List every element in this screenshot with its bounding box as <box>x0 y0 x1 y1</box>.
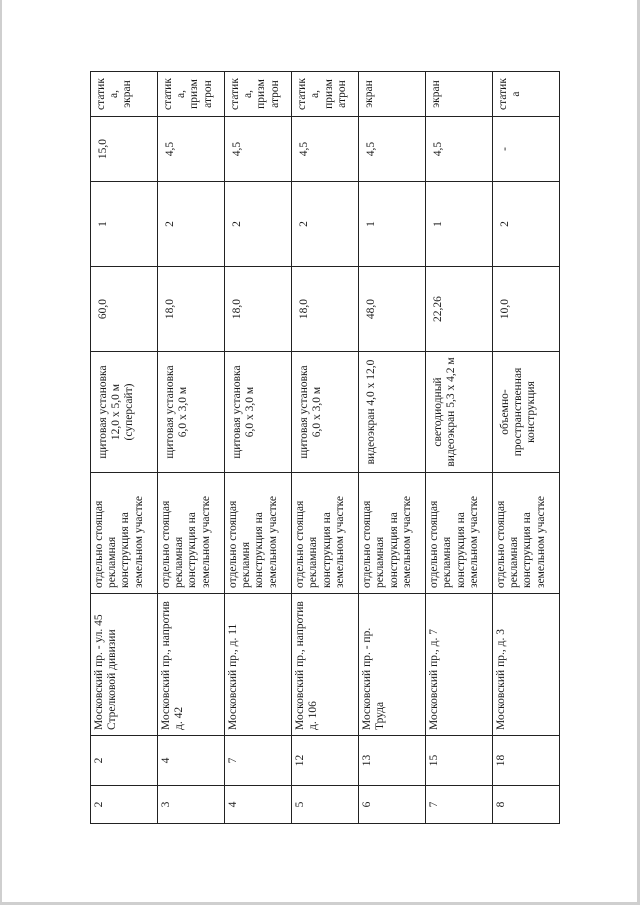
table-cell: 15,0 <box>91 117 158 182</box>
table-row <box>292 72 359 824</box>
table-cell: 48,0 <box>359 267 426 352</box>
table-cell: 4,5 <box>426 117 493 182</box>
table-cell: 18 <box>493 736 560 786</box>
table-cell: 4,5 <box>292 117 359 182</box>
rotated-table-container <box>90 72 560 824</box>
table-cell: 12 <box>292 736 359 786</box>
table-cell: 1 <box>359 182 426 267</box>
table-cell: щитовая установка 6,0 х 3,0 м <box>225 352 292 473</box>
table-cell: - <box>493 117 560 182</box>
table-cell: статика, экран <box>91 72 158 117</box>
table-cell: 18,0 <box>292 267 359 352</box>
table-cell: щитовая установка 12,0 х 5,0 м (суперсайт) <box>91 352 158 473</box>
table-cell: 5 <box>292 786 359 824</box>
table-cell: 18,0 <box>157 267 224 352</box>
scan-left-edge <box>0 0 2 905</box>
table-cell: 15 <box>426 736 493 786</box>
table-cell: экран <box>359 72 426 117</box>
table-cell: 2 <box>91 786 158 824</box>
table-cell: отдельно стоящая рекламная конструкция на земельном участке <box>426 473 493 594</box>
table-cell: 22,26 <box>426 267 493 352</box>
table-cell: Московский пр., д. 11 <box>225 594 292 736</box>
table-cell: 4,5 <box>157 117 224 182</box>
table-cell: статика, призматрон <box>225 72 292 117</box>
table-cell: 4 <box>157 736 224 786</box>
table-cell: отдельно стоящая рекламная конструкция на земельном участке <box>359 473 426 594</box>
table-row <box>157 72 224 824</box>
table-cell: щитовая установка 6,0 х 3,0 м <box>157 352 224 473</box>
table-cell: Московский пр., напротив д. 106 <box>292 594 359 736</box>
table-row <box>225 72 292 824</box>
table-cell: 10,0 <box>493 267 560 352</box>
table-cell: 2 <box>493 182 560 267</box>
table-cell: Московский пр., д. 3 <box>493 594 560 736</box>
table-cell: щитовая установка 6,0 х 3,0 м <box>292 352 359 473</box>
table-cell: отдельно стоящая рекламная конструкция на земельном участке <box>91 473 158 594</box>
table-cell: 2 <box>292 182 359 267</box>
table-cell: 7 <box>225 736 292 786</box>
table-cell: 2 <box>225 182 292 267</box>
table-cell: 1 <box>91 182 158 267</box>
table-row <box>359 72 426 824</box>
table-cell: статика, призматрон <box>157 72 224 117</box>
table-cell: отдельно стоящая рекламная конструкция на земельном участке <box>493 473 560 594</box>
table-cell: светодиодный видеоэкран 5,3 х 4,2 м <box>426 352 493 473</box>
table-cell: 4,5 <box>359 117 426 182</box>
table-row <box>493 72 560 824</box>
table-cell: Московский пр., д. 7 <box>426 594 493 736</box>
table-cell: 4 <box>225 786 292 824</box>
table-cell: 7 <box>426 786 493 824</box>
table-cell: 18,0 <box>225 267 292 352</box>
table-cell: отдельно стоящая рекламная конструкция на земельном участке <box>157 473 224 594</box>
advertising-structures-table <box>90 71 560 824</box>
table-cell: отдельно стоящая рекламная конструкция на земельном участке <box>292 473 359 594</box>
table-cell: 2 <box>91 736 158 786</box>
table-cell: 3 <box>157 786 224 824</box>
table-cell: 1 <box>426 182 493 267</box>
table-cell: отдельно стоящая рекламня конструкция на земельном участке <box>225 473 292 594</box>
table-row <box>91 72 158 824</box>
table-cell: 13 <box>359 736 426 786</box>
table-cell: статика, призматрон <box>292 72 359 117</box>
table-cell: Московский пр. - пр. Труда <box>359 594 426 736</box>
table-cell: объемно-пространственная конструкция <box>493 352 560 473</box>
table-cell: 6 <box>359 786 426 824</box>
table-row <box>426 72 493 824</box>
table-cell: видеоэкран 4,0 х 12,0 <box>359 352 426 473</box>
table-cell: 8 <box>493 786 560 824</box>
table-cell: 4,5 <box>225 117 292 182</box>
table-cell: 2 <box>157 182 224 267</box>
table-cell: экран <box>426 72 493 117</box>
table-body <box>91 72 560 824</box>
table-cell: 60,0 <box>91 267 158 352</box>
table-cell: Московский пр., напротив д. 42 <box>157 594 224 736</box>
table-cell: статика <box>493 72 560 117</box>
table-cell: Московский пр. - ул. 45 Стрелковой дивизии <box>91 594 158 736</box>
